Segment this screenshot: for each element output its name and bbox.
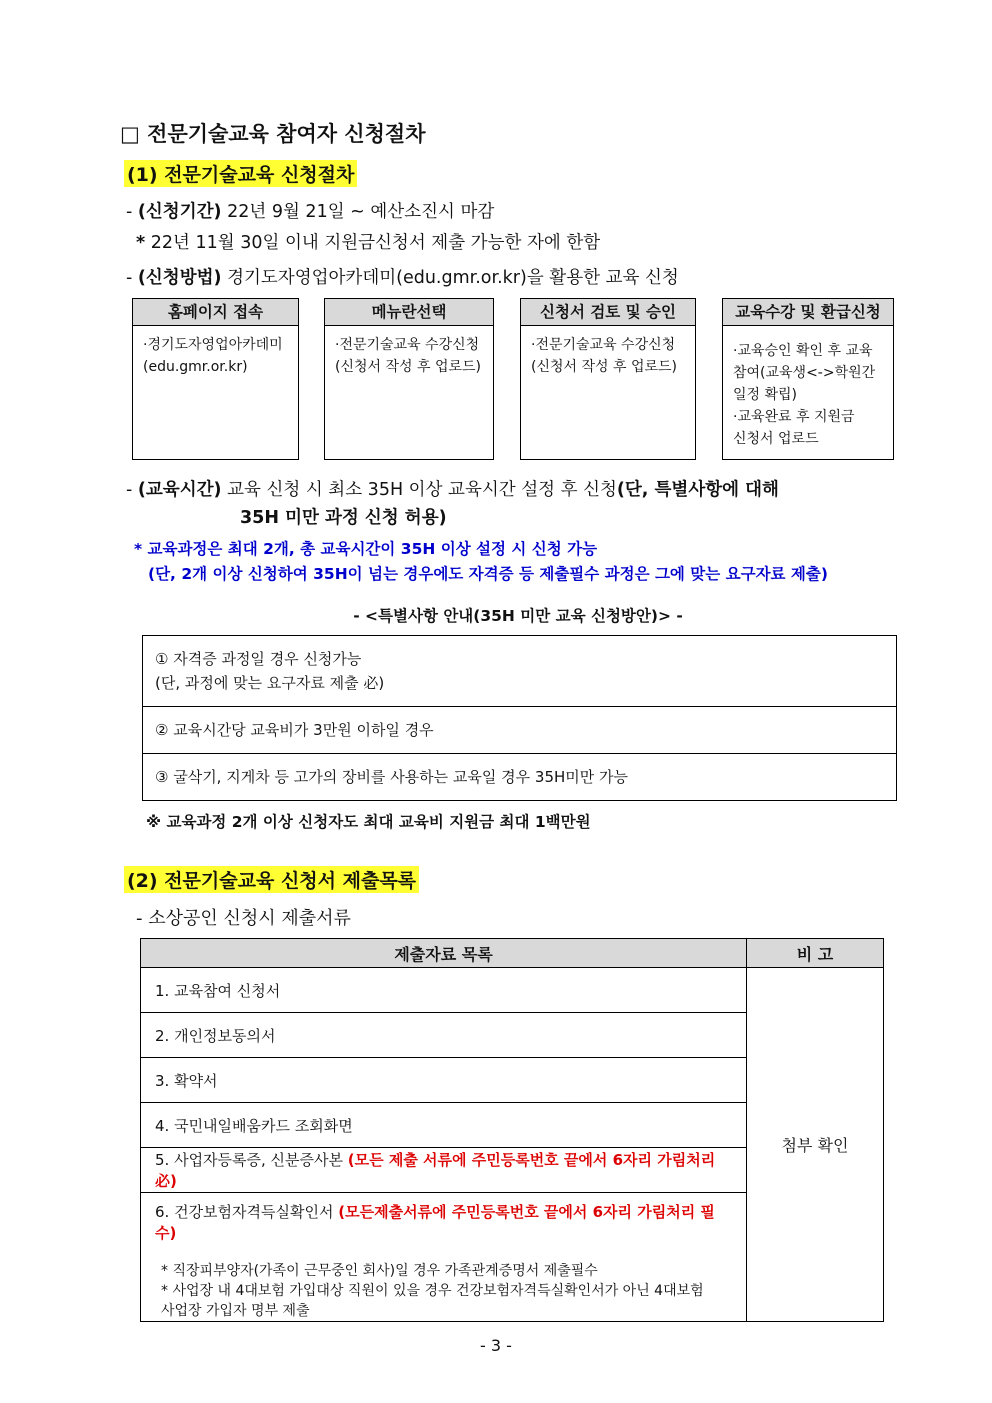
document-title: □ 전문기술교육 참여자 신청절차	[120, 122, 426, 146]
submission-documents-table	[140, 938, 884, 1322]
special-item: ② 교육시간당 교육비가 3만원 이하일 경우	[143, 707, 896, 754]
step-body: ·교육승인 확인 후 교육 참여(교육생<->학원간 일정 확립) ·교육완료 후 지원금 신청서 업로드	[733, 343, 876, 447]
table-row	[141, 968, 884, 1013]
step-body: ·경기도자영업아카데미 (edu.gmr.or.kr)	[143, 337, 283, 375]
masking-requirement: (모든제출서류에 주민등록번호 끝에서 6자리 가림처리 필수)	[155, 1203, 715, 1242]
blue-note-1: * 교육과정은 최대 2개, 총 교육시간이 35H 이상 설정 시 신청 가능	[134, 540, 598, 558]
step-title: 신청서 검토 및 승인	[521, 299, 695, 326]
time-bold-continued: 35H 미만 과정 신청 허용)	[240, 508, 447, 528]
step-body: ·전문기술교육 수강신청 (신청서 작성 후 업로드)	[335, 337, 481, 375]
special-item: ③ 굴삭기, 지게차 등 고가의 장비를 사용하는 교육일 경우 35H미만 가능	[155, 768, 629, 786]
step-title: 메뉴란선택	[325, 299, 493, 326]
table-header-row	[141, 939, 884, 968]
step-homepage-access	[132, 298, 299, 460]
step-body: ·전문기술교육 수강신청 (신청서 작성 후 업로드)	[531, 337, 677, 375]
section1-heading: (1) 전문기술교육 신청절차	[124, 160, 357, 187]
section2-heading: (2) 전문기술교육 신청서 제출목록	[124, 866, 419, 893]
row6-note: * 사업장 내 4대보험 가입대상 직원이 있을 경우 건강보험자격득실확인서가 아닌 4대보험 사업장 가입자 명부 제출	[161, 1283, 704, 1319]
step-menu-select	[324, 298, 494, 460]
step-title: 교육수강 및 환급신청	[723, 299, 893, 326]
period-label: (신청기간)	[137, 202, 222, 222]
header-note: 비 고	[747, 939, 884, 968]
header-documents: 제출자료 목록	[141, 939, 747, 968]
time-text: 교육 신청 시 최소 35H 이상 교육시간 설정 후 신청	[227, 480, 617, 500]
time-bold: (단, 특별사항에 대해	[616, 480, 779, 500]
period-text: 22년 9월 21일 ~ 예산소진시 마감	[227, 202, 495, 222]
period-note-line	[136, 229, 600, 254]
limit-note: ※ 교육과정 2개 이상 신청자도 최대 교육비 지원금 최대 1백만원	[146, 813, 591, 831]
page-number: - 3 -	[480, 1336, 512, 1355]
document-item	[141, 1148, 747, 1193]
document-item: 1. 교육참여 신청서	[141, 968, 747, 1013]
application-period-line: - (신청기간) 22년 9월 21일 ~ 예산소진시 마감	[126, 202, 495, 222]
application-method-line: - (신청방법) 경기도자영업아카데미(edu.gmr.or.kr)을 활용한 교육 신청	[126, 268, 679, 288]
row6-note: * 직장피부양자(가족이 근무중인 회사)일 경우 가족관계증명서 제출필수	[161, 1263, 598, 1279]
special-item: ① 자격증 과정일 경우 신청가능 (단, 과정에 맞는 요구자료 제출 必)	[143, 636, 896, 707]
blue-note-2: (단, 2개 이상 신청하여 35H이 넘는 경우에도 자격증 등 제출필수 과정은 그에 맞는 요구자료 제출)	[148, 565, 828, 583]
masking-requirement: (모든 제출 서류에 주민등록번호 끝에서 6자리 가림처리 必)	[155, 1151, 716, 1190]
special-notice-title: - <특별사항 안내(35H 미만 교육 신청방안)> -	[353, 607, 683, 625]
education-time-line: - (교육시간) 교육 신청 시 최소 35H 이상 교육시간 설정 후 신청(단, 특별사항에 대해	[126, 480, 779, 500]
document-item: 4. 국민내일배움카드 조회화면	[141, 1103, 747, 1148]
step-review-approval	[520, 298, 696, 460]
method-label: (신청방법)	[137, 268, 222, 288]
step-title: 홈페이지 접속	[133, 299, 298, 326]
period-note-mark: *	[136, 233, 146, 253]
note-cell: 첨부 확인	[747, 968, 884, 1322]
document-item-text: 6. 건강보험자격득실확인서	[155, 1203, 339, 1221]
time-label: (교육시간)	[137, 480, 222, 500]
document-item: 3. 확약서	[141, 1058, 747, 1103]
method-text: 경기도자영업아카데미(edu.gmr.or.kr)을 활용한 교육 신청	[227, 268, 679, 288]
document-item-text: 5. 사업자등록증, 신분증사본	[155, 1151, 348, 1169]
document-item	[141, 1193, 747, 1322]
step-course-refund	[722, 298, 894, 460]
document-item: 2. 개인정보동의서	[141, 1013, 747, 1058]
section2-subheading: - 소상공인 신청시 제출서류	[136, 908, 351, 929]
special-notice-box	[142, 635, 897, 801]
period-note: 22년 11월 30일 이내 지원금신청서 제출 가능한 자에 한함	[150, 233, 601, 253]
